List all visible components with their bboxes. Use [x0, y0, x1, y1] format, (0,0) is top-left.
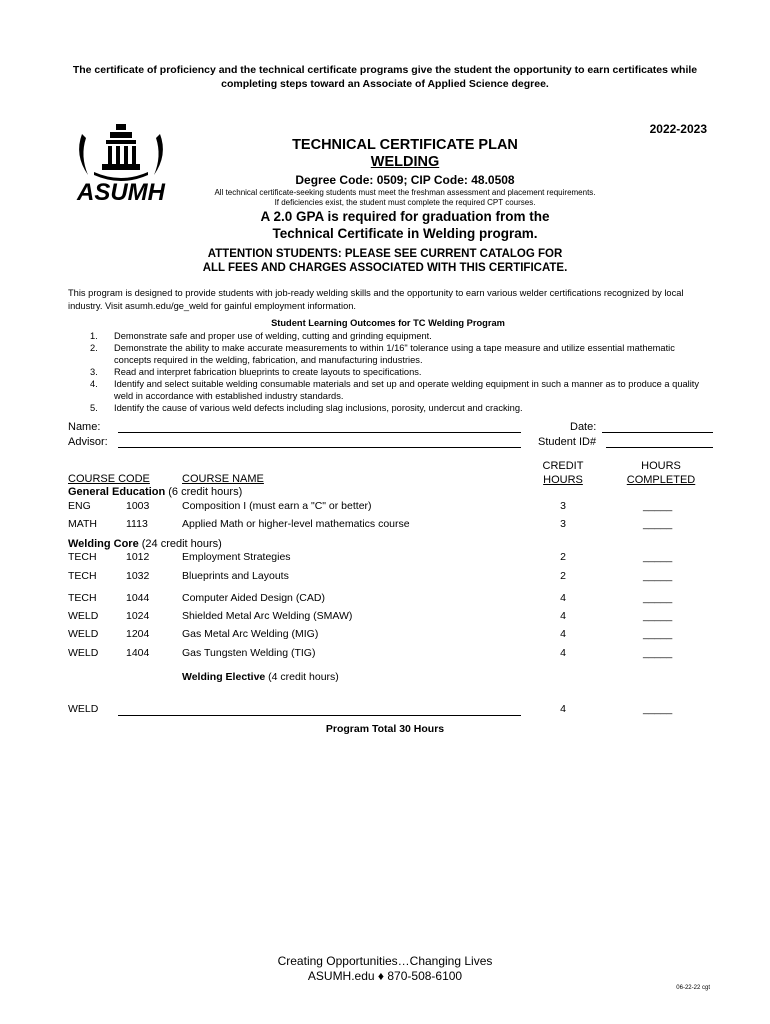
- footer-tagline: Creating Opportunities…Changing Lives: [277, 954, 493, 968]
- requirements-note: [170, 188, 640, 208]
- hours-header-line-2: COMPLETED: [626, 474, 696, 486]
- credit-hours: 4: [560, 610, 566, 622]
- course-prefix: WELD: [68, 628, 99, 640]
- outcome-number: 4.: [90, 379, 98, 389]
- elective-section-title: [182, 671, 339, 683]
- date-field[interactable]: [602, 432, 713, 433]
- student-id-label: Student ID#: [538, 436, 597, 448]
- gen-ed-title: General Education: [68, 486, 166, 498]
- outcome-text: Identify the cause of various weld defects including slag inclusions, porosity, undercut and cracking.: [114, 403, 523, 413]
- outcome-text: Identify and select suitable welding consumable materials and set up and operate welding equipment in such a manner as to produce a quality weld in accordance with established industry standards.: [114, 379, 700, 401]
- outcome-item: [68, 402, 708, 414]
- outcome-item: [68, 342, 708, 366]
- core-hours: (24 credit hours): [138, 538, 222, 550]
- logo-wordmark: ASUMH: [77, 179, 165, 206]
- elective-hours: (4 credit hours): [265, 671, 339, 683]
- course-prefix: MATH: [68, 518, 97, 530]
- advisor-label: Advisor:: [68, 436, 108, 448]
- hours-header-line-1: HOURS: [641, 460, 681, 472]
- gen-ed-section-title: [68, 486, 242, 498]
- credit-header-line-1: CREDIT: [542, 460, 584, 472]
- course-name: Employment Strategies: [182, 551, 291, 563]
- credit-hours: 4: [560, 703, 566, 715]
- student-id-field[interactable]: [606, 447, 713, 448]
- revision-stamp: 06-22-22 cgt: [676, 985, 710, 991]
- course-prefix: TECH: [68, 551, 97, 563]
- outcome-item: [68, 378, 708, 402]
- outcome-number: 2.: [90, 343, 98, 353]
- requirement-line-1: All technical certificate-seeking students must meet the freshman assessment and placement requirements.: [214, 188, 596, 197]
- outcome-text: Read and interpret fabrication blueprints to create layouts to specifications.: [114, 367, 422, 377]
- course-prefix: WELD: [68, 647, 99, 659]
- credit-hours: 3: [560, 518, 566, 530]
- course-name: Applied Math or higher-level mathematics course: [182, 518, 410, 530]
- course-number: 1003: [126, 500, 150, 512]
- requirement-line-2: If deficiencies exist, the student must complete the required CPT courses.: [274, 198, 536, 207]
- course-name: Blueprints and Layouts: [182, 570, 289, 582]
- outcome-number: 5.: [90, 403, 98, 413]
- course-number: 1032: [126, 570, 150, 582]
- hours-completed-blank[interactable]: _____: [643, 647, 673, 659]
- course-prefix: WELD: [68, 703, 99, 715]
- credit-hours: 4: [560, 628, 566, 640]
- gpa-line-2: Technical Certificate in Welding program.: [272, 226, 538, 241]
- course-prefix: ENG: [68, 500, 91, 512]
- course-number: 1404: [126, 647, 150, 659]
- footer-contact: ASUMH.edu ♦ 870-508-6100: [307, 969, 463, 983]
- program-description: This program is designed to provide students with job-ready welding skills and the opportunity to earn various welder certifications recognized by local industry. Visit asumh.edu/ge_weld for gainful employment information.: [68, 288, 684, 311]
- plan-subtitle: WELDING: [370, 154, 440, 170]
- outcomes-list: [68, 330, 708, 414]
- hours-completed-blank[interactable]: _____: [643, 592, 673, 604]
- attention-notice: [150, 247, 620, 275]
- outcomes-heading: Student Learning Outcomes for TC Welding Program: [271, 318, 505, 328]
- plan-title: TECHNICAL CERTIFICATE PLAN: [292, 137, 518, 153]
- course-number: 1113: [126, 518, 148, 530]
- outcome-number: 3.: [90, 367, 98, 377]
- hours-completed-blank[interactable]: _____: [643, 610, 673, 622]
- name-field[interactable]: [118, 432, 521, 433]
- footer: [0, 954, 770, 984]
- academic-year: 2022-2023: [649, 122, 707, 136]
- course-prefix: WELD: [68, 610, 99, 622]
- credit-hours: 2: [560, 551, 566, 563]
- gen-ed-hours: (6 credit hours): [165, 486, 243, 498]
- outcome-text: Demonstrate safe and proper use of welding, cutting and grinding equipment.: [114, 331, 432, 341]
- date-label: Date:: [570, 421, 597, 433]
- course-prefix: TECH: [68, 592, 97, 604]
- outcome-item: [68, 366, 708, 378]
- asumh-logo: [66, 120, 176, 206]
- course-prefix: TECH: [68, 570, 97, 582]
- outcome-text: Demonstrate the ability to make accurate measurements to within 1/16" tolerance using a tape measure and utilize essential mathematic concepts required in the welding, fabrication, and manufacturing industries.: [114, 343, 675, 365]
- course-name: Gas Tungsten Welding (TIG): [182, 647, 316, 659]
- course-code-header: COURSE CODE: [68, 473, 150, 485]
- credit-hours: 2: [560, 570, 566, 582]
- advisor-field[interactable]: [118, 447, 521, 448]
- gpa-line-1: A 2.0 GPA is required for graduation from the: [260, 209, 550, 224]
- intro-text: The certificate of proficiency and the technical certificate programs give the student the opportunity to earn certificates while completing steps toward an Associate of Applied Science degree.: [72, 64, 698, 90]
- course-number: 1204: [126, 628, 150, 640]
- course-name: Gas Metal Arc Welding (MIG): [182, 628, 319, 640]
- gpa-requirement: [170, 208, 640, 242]
- hours-completed-blank[interactable]: _____: [643, 518, 673, 530]
- hours-completed-blank[interactable]: _____: [643, 703, 673, 715]
- course-name: Shielded Metal Arc Welding (SMAW): [182, 610, 353, 622]
- course-number: 1044: [126, 592, 150, 604]
- hours-completed-blank[interactable]: _____: [643, 570, 673, 582]
- hours-completed-header: [616, 459, 706, 487]
- credit-hours: 4: [560, 592, 566, 604]
- outcome-number: 1.: [90, 331, 98, 341]
- degree-code: Degree Code: 0509; CIP Code: 48.0508: [295, 173, 515, 187]
- course-name: Computer Aided Design (CAD): [182, 592, 325, 604]
- course-name: Composition I (must earn a "C" or better): [182, 500, 372, 512]
- credit-hours-header: [528, 459, 598, 487]
- course-name-header: COURSE NAME: [182, 473, 264, 485]
- core-title: Welding Core: [68, 538, 139, 550]
- course-number: 1024: [126, 610, 150, 622]
- elective-course-field[interactable]: [118, 715, 521, 716]
- hours-completed-blank[interactable]: _____: [643, 628, 673, 640]
- attention-line-1: ATTENTION STUDENTS: PLEASE SEE CURRENT CATALOG FOR: [207, 248, 563, 260]
- credit-hours: 3: [560, 500, 566, 512]
- credit-hours: 4: [560, 647, 566, 659]
- name-label: Name:: [68, 421, 101, 433]
- attention-line-2: ALL FEES AND CHARGES ASSOCIATED WITH THIS CERTIFICATE.: [202, 262, 568, 274]
- hours-completed-blank[interactable]: _____: [643, 551, 673, 563]
- elective-title: Welding Elective: [182, 671, 266, 683]
- credit-header-line-2: HOURS: [543, 474, 583, 486]
- program-total: Program Total 30 Hours: [325, 723, 445, 735]
- outcome-item: [68, 330, 708, 342]
- hours-completed-blank[interactable]: _____: [643, 500, 673, 512]
- core-section-title: [68, 538, 222, 550]
- course-number: 1012: [126, 551, 150, 563]
